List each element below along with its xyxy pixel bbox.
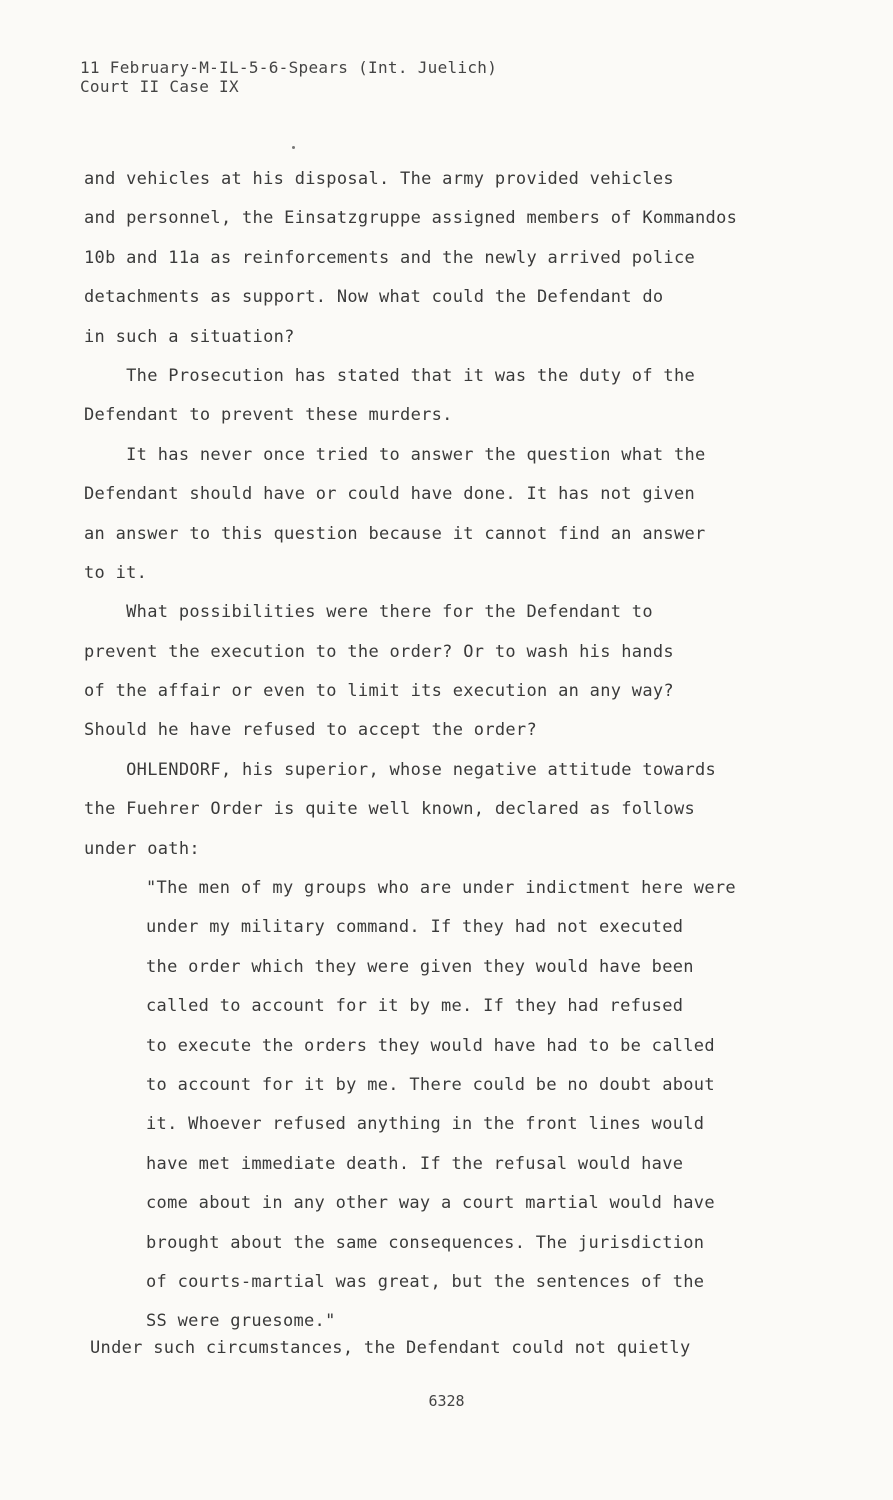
text-line: and vehicles at his disposal. The army provided vehicles bbox=[84, 169, 674, 189]
text-line: It has never once tried to answer the question what the bbox=[84, 444, 706, 465]
text-line: The Prosecution has stated that it was the duty of the bbox=[84, 365, 696, 386]
closing-line: Under such circumstances, the Defendant could not quietly bbox=[90, 1338, 691, 1358]
quote-line: the order which they were given they would have been bbox=[146, 956, 694, 977]
text-line: an answer to this question because it cannot find an answer bbox=[84, 523, 706, 544]
stray-mark bbox=[292, 146, 295, 149]
quote-line: have met immediate death. If the refusal would have bbox=[146, 1153, 684, 1174]
text-line: Should he have refused to accept the order? bbox=[84, 720, 537, 741]
page-header bbox=[80, 58, 497, 96]
text-line: prevent the execution to the order? Or to wash his hands bbox=[84, 641, 674, 662]
quote-line: called to account for it by me. If they had refused bbox=[146, 996, 684, 1017]
text-line: 10b and 11a as reinforcements and the newly arrived police bbox=[84, 247, 696, 268]
quote-line: come about in any other way a court martial would have bbox=[146, 1193, 715, 1214]
quote-line: it. Whoever refused anything in the front lines would bbox=[146, 1114, 705, 1135]
text-line: and personnel, the Einsatzgruppe assigned members of Kommandos bbox=[84, 208, 738, 229]
header-line-2: Court II Case IX bbox=[80, 77, 239, 96]
text-line: Defendant should have or could have done. It has not given bbox=[84, 484, 696, 505]
quote-line: "The men of my groups who are under indictment here were bbox=[146, 878, 736, 899]
text-line: to it. bbox=[84, 562, 148, 583]
quote-line: of courts-martial was great, but the sentences of the bbox=[146, 1271, 705, 1292]
quote-line: under my military command. If they had not executed bbox=[146, 917, 684, 938]
text-line: in such a situation? bbox=[84, 326, 295, 347]
text-line: detachments as support. Now what could the Defendant do bbox=[84, 287, 664, 308]
quote-line: to account for it by me. There could be no doubt about bbox=[146, 1074, 715, 1095]
text-line: OHLENDORF, his superior, whose negative attitude towards bbox=[84, 759, 717, 780]
text-line: What possibilities were there for the Defendant to bbox=[84, 602, 653, 623]
block-quote bbox=[84, 869, 804, 1342]
quote-line: to execute the orders they would have had to be called bbox=[146, 1035, 715, 1056]
header-line-1: 11 February-M-IL-5-6-Spears (Int. Juelich) bbox=[80, 58, 498, 77]
text-line: the Fuehrer Order is quite well known, declared as follows bbox=[84, 799, 696, 820]
page-number: 6328 bbox=[428, 1392, 465, 1410]
quote-line: brought about the same consequences. The jurisdiction bbox=[146, 1232, 705, 1253]
text-line: under oath: bbox=[84, 838, 200, 859]
quote-line: SS were gruesome." bbox=[146, 1311, 336, 1332]
document-body bbox=[84, 160, 804, 1342]
text-line: Defendant to prevent these murders. bbox=[84, 405, 453, 426]
text-line: of the affair or even to limit its execution an any way? bbox=[84, 681, 674, 702]
